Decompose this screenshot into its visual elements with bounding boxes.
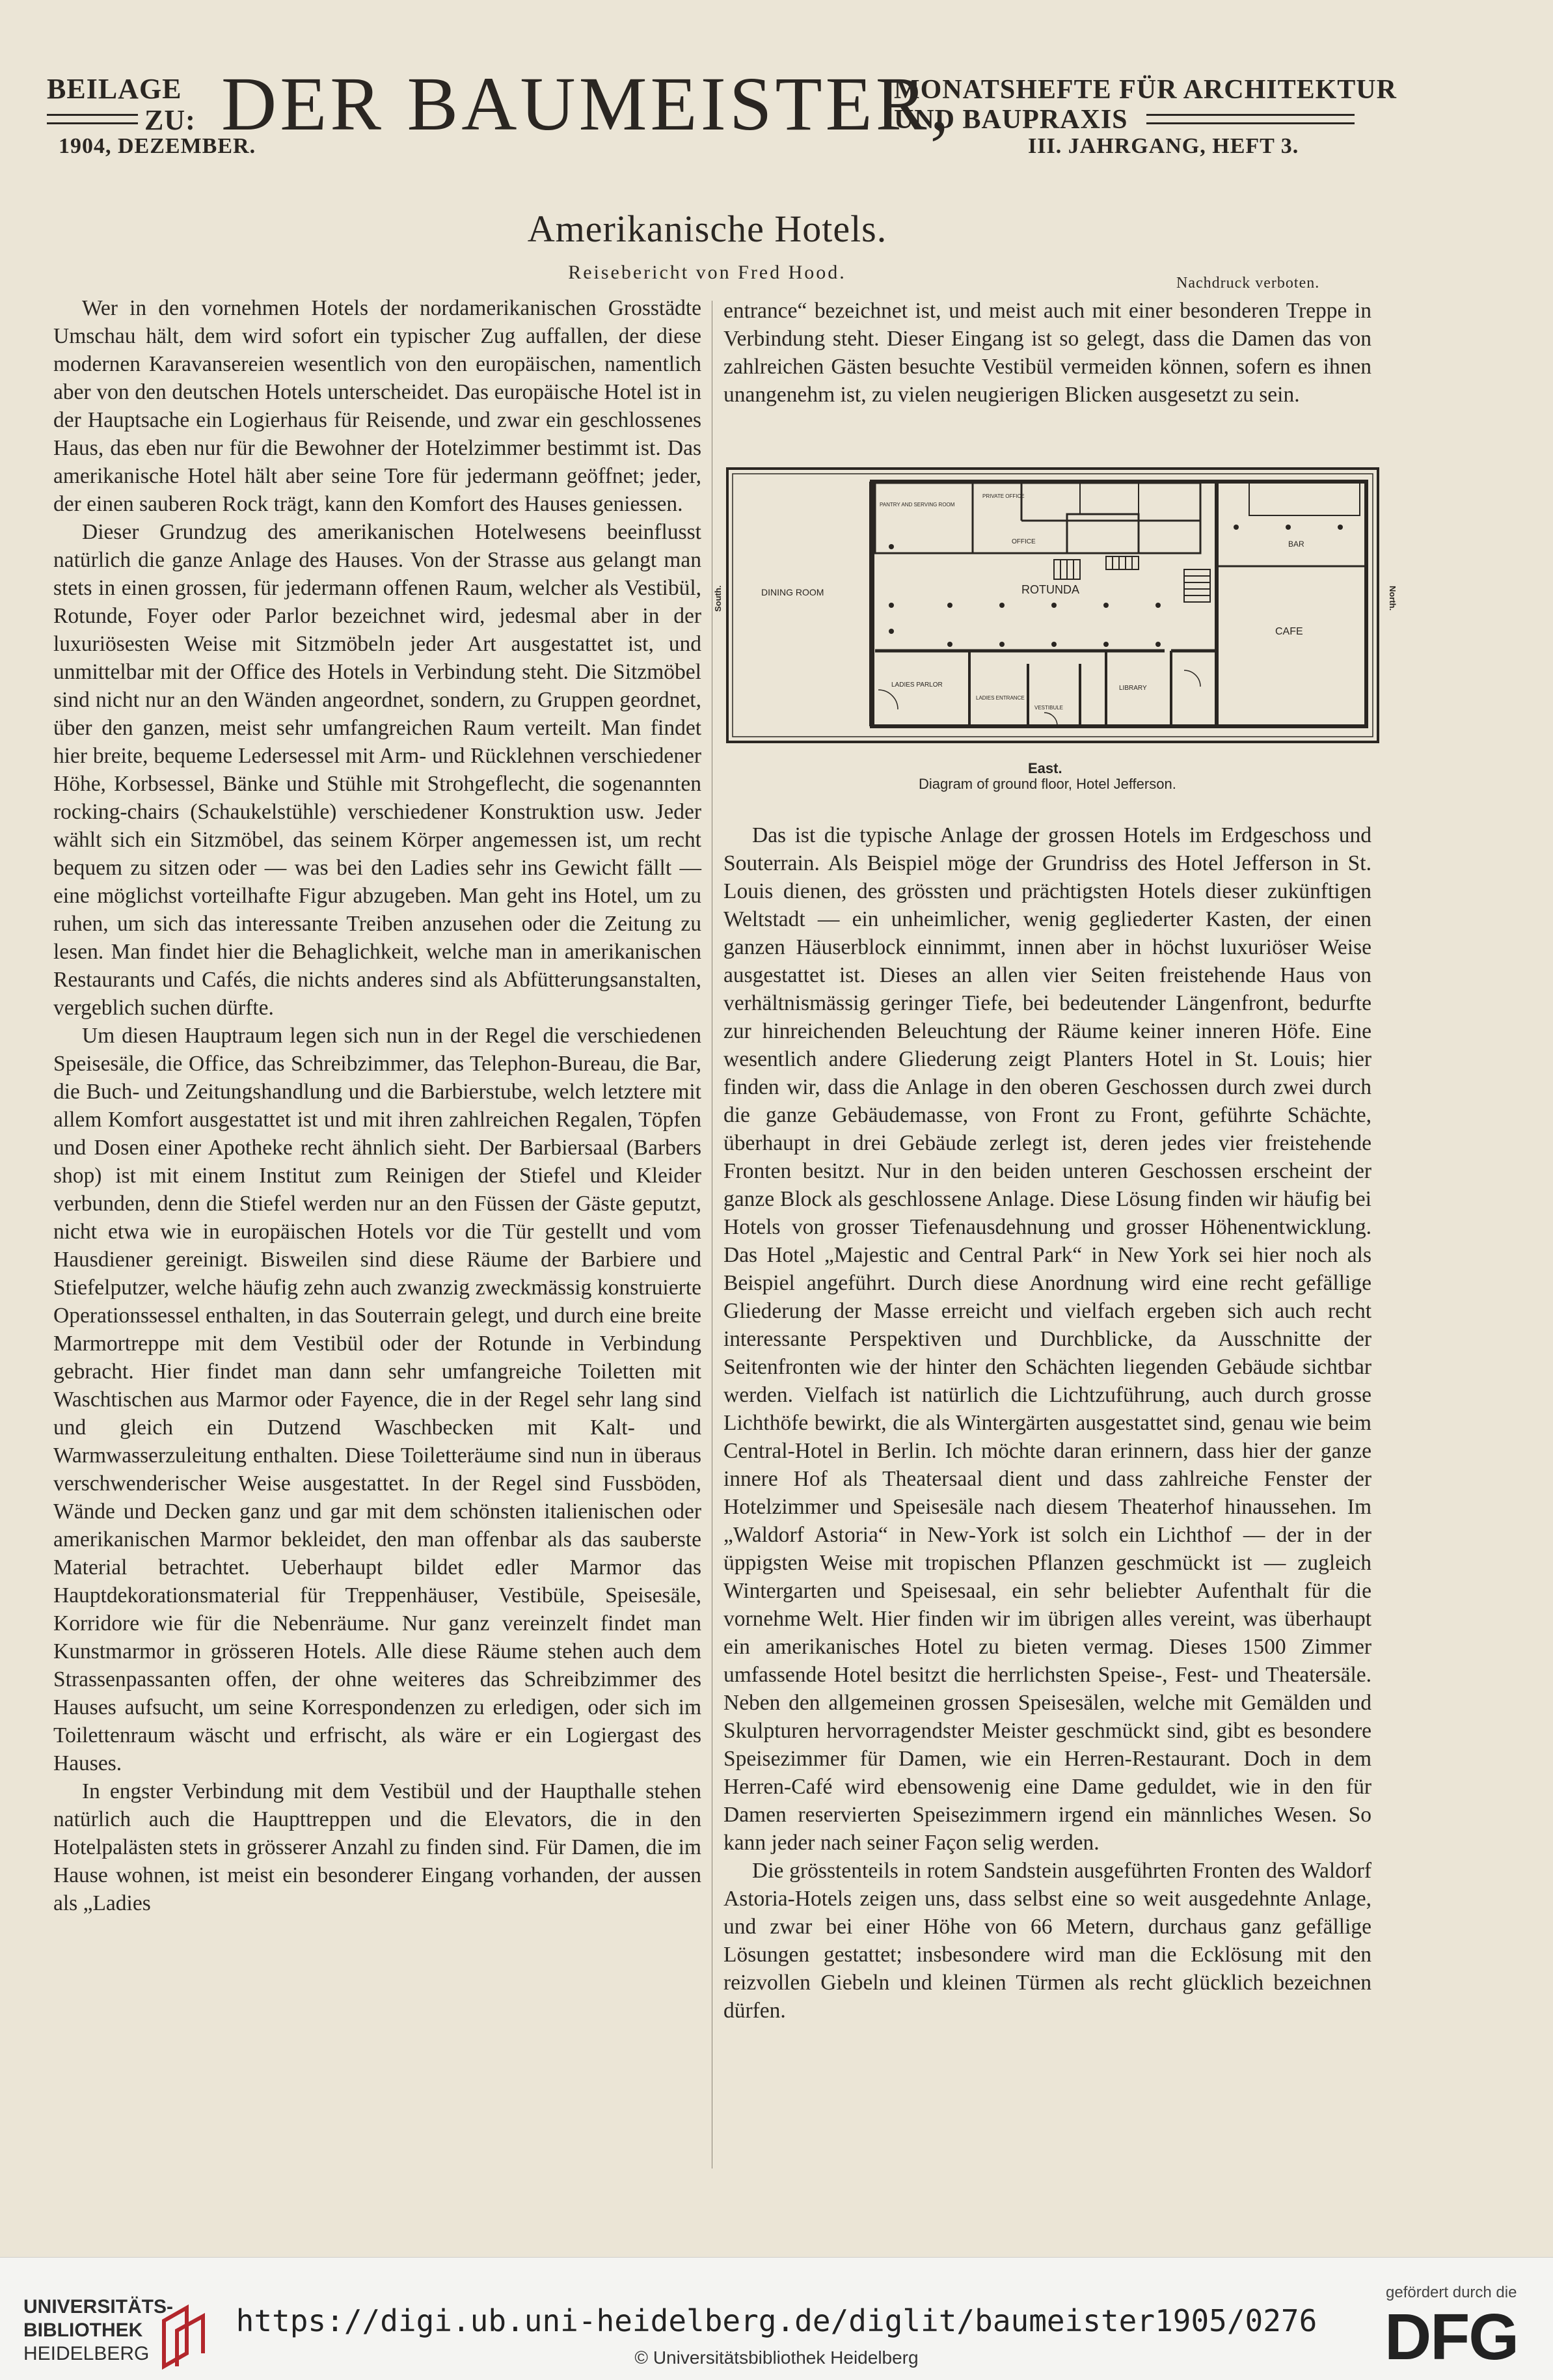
beilage-block (47, 74, 203, 139)
journal-subtitle (894, 75, 1397, 135)
dfg-funding-note: gefördert durch die (1386, 2284, 1517, 2301)
issue-number: III. JAHRGANG, HEFT 3. (1028, 134, 1299, 158)
paragraph: entrance“ bezeichnet ist, und meist auch mit einer besonderen Treppe in Verbindung steht. Dieser Eingang ist so gelegt, dass die Damen das von zahlreichen Gästen besuchte Vestibül vermeiden können, sofern es ihnen unangenehm ist, zu vielen neugierigen Blicken ausgesetzt zu sein. (723, 299, 1371, 407)
south-label: South. (713, 585, 723, 612)
rotunda-label: ROTUNDA (1021, 583, 1079, 596)
library-label: LIBRARY (1119, 685, 1147, 692)
north-label: North. (1388, 586, 1398, 611)
article-byline: Reisebericht von Fred Hood. (568, 262, 846, 283)
journal-title: DER BAUMEISTER, (221, 61, 952, 146)
double-rule (1146, 114, 1355, 124)
reprint-notice: Nachdruck verboten. (1176, 275, 1320, 292)
right-column-bottom (723, 821, 1371, 2025)
paragraph: Um diesen Hauptraum legen sich nun in der Regel die verschiedenen Speisesäle, die Office, das Schreibzimmer, das Telephon-Bureau, die Bar, die Buch- und Zeitungshandlung und die Barbierstube, welch letztere mit allem Komfort ausgestattet ist und mit ihren zahlreichen Regalen, Töpfen und Dosen einer Apotheke recht ähnlich sieht. Der Barbiersaal (Barbers shop) ist mit einem Institut zum Reinigen der Stiefel und Kleider verbunden, denn die Stiefel werden nur an den Füssen der Gäste geputzt, nicht etwa wie in europäischen Hotels vor die Tür gestellt und vom Hausdiener gereinigt. Bisweilen sind diese Räume der Barbiere und Stiefelputzer, welche häufig zehn auch zwanzig zweckmässig konstruierte Operationssessel enthalten, in das Souterrain gelegt, und durch eine breite Marmortreppe mit dem Vestibül oder der Rotunde in Verbindung gebracht. Hier findet man dann sehr umfangreiche Toiletten mit Waschtischen aus Marmor oder Fayence, die in der Regel sehr lang sind und gleich ein Dutzend Waschbecken mit Kalt- und Warmwasserzuleitung enthalten. Diese Toiletteräume sind nun in überaus verschwenderischer Weise ausgestattet. In der Regel sind Fussböden, Wände und Decken ganz und gar mit dem schönsten italienischen oder amerikanischen Marmor bekleidet, den man offenbar als das sauberste Material betrachtet. Ueberhaupt bildet edler Marmor das Hauptdekorationsmaterial für Treppenhäuser, Vestibüle, Speisesäle, Korridore wie für die Nebenräume. Nur ganz vereinzelt findet man Kunstmarmor in grösseren Hotels. Alle diese Räume stehen auch dem Strassenpassanten offen, der ohne weiteres das Schreibzimmer des Hauses aufsucht, um seine Korrespondenzen zu erledigen, oder sich im Toilettenraum wäscht und erfrischt, als wäre er ein Logiergast des Hauses. (53, 1024, 701, 1775)
floor-plan-figure (713, 456, 1431, 794)
digitization-footer (0, 2257, 1553, 2380)
zu-label: ZU: (144, 104, 196, 136)
ladies-parlor-label: LADIES PARLOR (891, 681, 943, 689)
vestibule-label: VESTIBULE (1034, 705, 1064, 711)
office-label: OFFICE (1012, 538, 1036, 545)
dining-room-label: DINING ROOM (761, 587, 824, 597)
floor-plan-diagram (713, 456, 1431, 755)
paragraph: Die grösstenteils in rotem Sandstein ausgeführten Fronten des Waldorf Astoria-Hotels zeigen uns, dass selbst eine so weit ausgedehnte Anlage, und zwar bei einer Höhe von 66 Metern, durchaus ganz gefällige Lösungen gestattet; insbesondere wird man die Ecklösung mit den reizvollen Giebeln und kleinen Türmen als recht glücklich bezeichnen dürfen. (723, 1859, 1371, 2023)
pantry-label: PANTRY AND SERVING ROOM (880, 502, 955, 508)
private-office-label: PRIVATE OFFICE (982, 493, 1025, 499)
ladies-entrance-label: LADIES ENTRANCE (976, 695, 1025, 701)
permalink-url[interactable]: https://digi.ub.uni-heidelberg.de/diglit/baumeister1905/0276 (236, 2303, 1317, 2338)
paragraph: Das ist die typische Anlage der grossen Hotels im Erdgeschoss und Souterrain. Als Beispiel möge der Grundriss des Hotel Jefferson in St. Louis dienen, des grössten und prächtigsten Hotels dieser zukünftigen Weltstadt — ein unheimlicher, wenig gegliederter Kasten, der einen ganzen Häuserblock einnimmt, innen aber in höchst luxuriöser Weise ausgestattet ist. Dieses an allen vier Seiten freistehende Haus von verhältnismässig geringer Tiefe, bei bedeutender Längenfront, bedurfte zur hinreichenden Beleuchtung der Räume keiner inneren Höfe. Eine wesentlich andere Gliederung zeigt Planters Hotel in St. Louis; hier finden wir, dass die Anlage in den oberen Geschossen durch zwei durch die ganze Gebäudemasse, von Front zu Front, geführte Schächte, überhaupt in drei Gebäude zerlegt ist, deren jedes vier freistehende Fronten besitzt. Nur in den beiden unteren Geschossen erscheint der ganze Block als geschlossene Anlage. Diese Lösung finden wir häufig bei Hotels von grosser Tiefenausdehnung und grosser Höhenentwicklung. Das Hotel „Majestic and Central Park“ in New York sei hier noch als Beispiel angeführt. Durch diese Anordnung wird eine recht gefällige Gliederung der Masse erreicht und vielfach ergeben sich auch recht interessante Perspektiven und Durchblicke, da Ausschnitte der Seitenfronten wie der hinter den Schächten liegenden Gebäude sichtbar werden. Vielfach ist natürlich die Lichtzuführung, auch durch grosse Lichthöfe bewirkt, die als Wintergärten ausgestattet sind, genau wie beim Central-Hotel in Berlin. Ich möchte daran erinnern, dass hier der ganze innere Hof als Theatersaal dient und dass zahlreiche Fenster der Hotelzimmer und Speisesäle nach diesem Theaterhof hinaussehen. Im „Waldorf Astoria“ in New-York ist solch ein Lichthof — der in der üppigsten Weise mit tropischen Pflanzen geschmückt ist — zugleich Wintergarten und Speisesaal, ein sehr beliebter Aufenthalt für die vornehme Welt. Hier finden wir im übrigen alles vereint, was überhaupt ein amerikanisches Hotel zu bieten vermag. Dieses 1500 Zimmer umfassende Hotel besitzt die herrlichsten Speise-, Fest- und Theatersäle. Neben den allgemeinen grossen Speisesälen, welche mit Gemälden und Skulpturen hervorragendster Meister geschmückt sind, gibt es besondere Speisezimmer für Damen, wie ein Herren-Restaurant. Doch in dem Herren-Café wird ebensowenig eine Dame geduldet, wie in den für Damen reservierten Speisezimmern irgend ein männliches Wesen. So kann jeder nach seiner Façon selig werden. (723, 823, 1371, 1855)
copyright-notice: © Universitätsbibliothek Heidelberg (634, 2347, 919, 2368)
paragraph: Dieser Grundzug des amerikanischen Hotelwesens beeinflusst natürlich die ganze Anlage des Hauses. Von der Strasse aus gelangt man stets in einen grossen, für jedermann offenen Raum, welcher als Vestibül, Rotunde, Foyer oder Parlor bezeichnet wird, jedesmal aber in der luxuriösesten Weise mit Sitzmöbeln jeder Art ausgestattet ist, und unmittelbar mit der Office des Hotels in Verbindung steht. Die Sitzmöbel sind nicht nur an den Wänden angeordnet, sondern, zu Gruppen geordnet, über den ganzen, meist sehr umfangreichen Raum verteilt. Man findet hier breite, bequeme Ledersessel mit Arm- und Rücklehnen verschiedener Höhe, Korbsessel, Bänke und Stühle mit Strohgeflecht, die sogenannten rocking-chairs (Schaukelstühle) verschiedener Konstruktion usw. Jeder wählt sich ein Sitzmöbel, das seinem Körper angemessen ist, um recht bequem zu sitzen oder — was bei den Ladies sehr ins Gewicht fällt — eine möglichst vorteilhafte Figur abzugeben. Man geht ins Hotel, um zu ruhen, um sich das interessante Treiben anzusehen oder die Zeitung zu lesen. Man findet hier die Behaglichkeit, welche man in amerikanischen Restaurants und Cafés, die nichts anderes sind als Abfütterungsanstalten, vergeblich suchen dürfte. (53, 520, 701, 1020)
right-column-top (723, 297, 1371, 409)
library-line-2: BIBLIOTHEK (23, 2319, 143, 2341)
issue-date: 1904, DEZEMBER. (59, 134, 256, 158)
library-line-3: HEIDELBERG (23, 2343, 150, 2364)
double-rule (47, 114, 138, 124)
paragraph: In engster Verbindung mit dem Vestibül und der Haupthalle stehen natürlich auch die Haupttreppen und die Elevators, die in den Hotelpalästen stets in grösserer Anzahl zu finden sind. Für Damen, die im Hause wohnen, ist meist ein besonderer Eingang vorhanden, der aussen als „Ladies (53, 1779, 701, 1915)
article-title: Amerikanische Hotels. (527, 208, 887, 250)
library-line-1: UNIVERSITÄTS- (23, 2296, 174, 2318)
dfg-logo: DFG (1384, 2301, 1519, 2373)
bar-label: BAR (1288, 540, 1304, 549)
figure-caption: Diagram of ground floor, Hotel Jefferson. (919, 776, 1176, 792)
east-label: East. (1028, 760, 1062, 776)
baupraxis-line: UND BAUPRAXIS (894, 105, 1128, 135)
cafe-label: CAFE (1275, 626, 1303, 637)
paragraph: Wer in den vornehmen Hotels der nordamerikanischen Grosstädte Umschau hält, dem wird sofort ein typischer Zug auffallen, der diese modernen Karavansereien wesentlich von den europäischen, namentlich aber von den deutschen Hotels unterscheidet. Das europäische Hotel ist in der Hauptsache ein Logierhaus für Reisende, und zwar ein geschlossenes Haus, das eben nur für die Bewohner der Hotelzimmer bestimmt ist. Das amerikanische Hotel hält aber seine Tore für jedermann geöffnet; jeder, der einen sauberen Rock trägt, kann den Komfort des Hauses geniessen. (53, 296, 701, 516)
left-column (53, 294, 701, 1917)
monatshefte-line: MONATSHEFTE FÜR ARCHITEKTUR (894, 75, 1397, 105)
beilage-label: BEILAGE (47, 73, 182, 105)
